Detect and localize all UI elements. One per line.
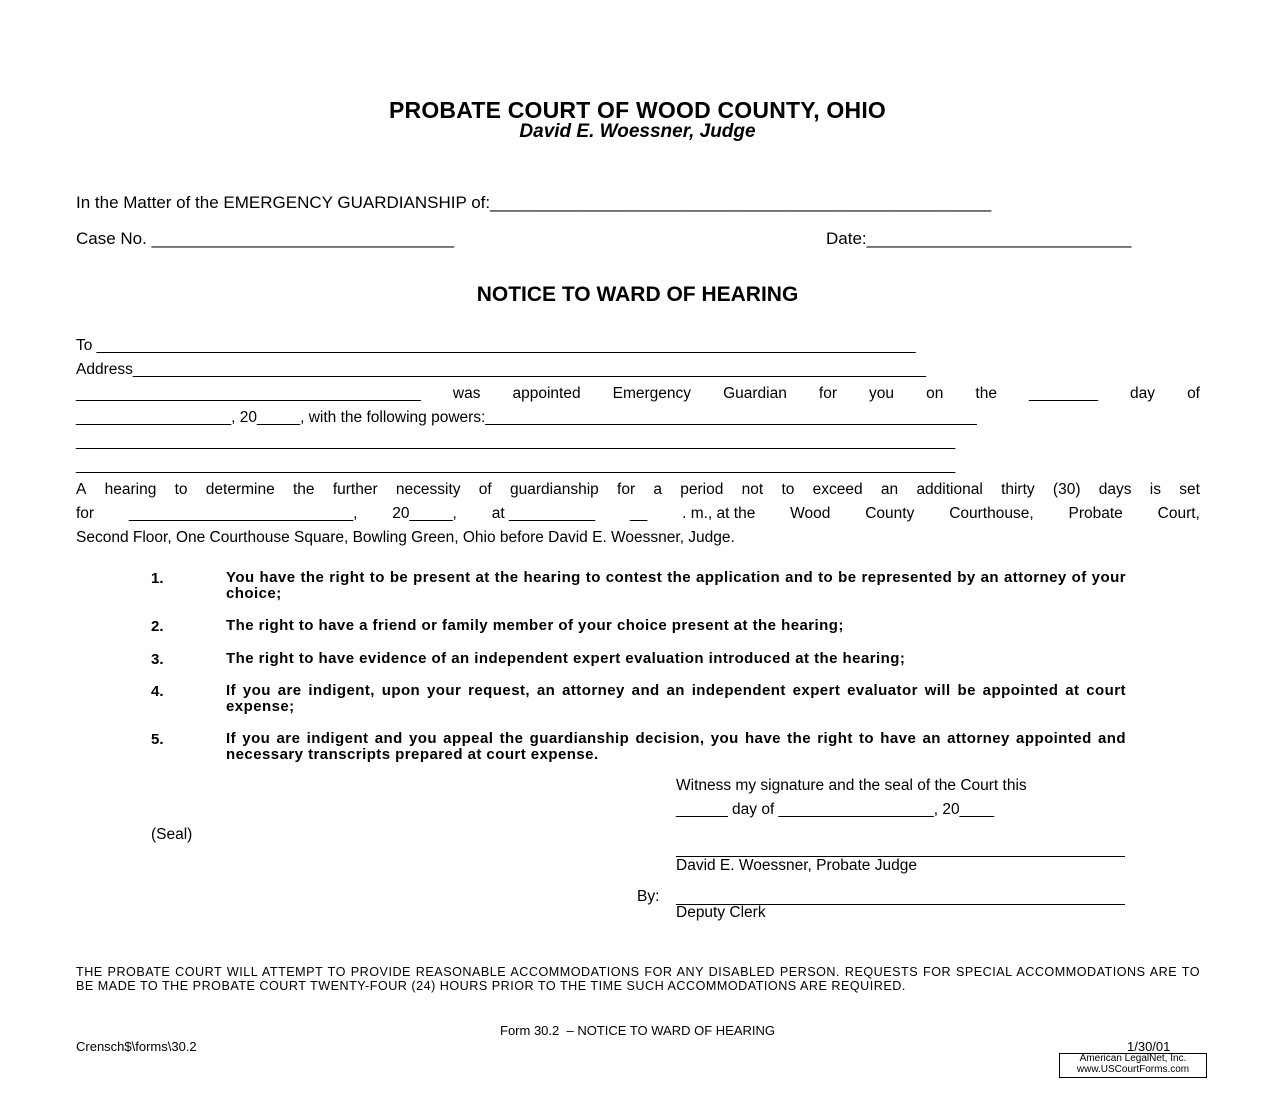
right-text: You have the right to be present at the hearing to contest the application and to be represented by an attorney of your choice; — [226, 569, 1126, 602]
judge-signature-label: David E. Woessner, Probate Judge — [676, 857, 917, 874]
accommodations-disclaimer: THE PROBATE COURT WILL ATTEMPT TO PROVIDE REASONABLE ACCOMMODATIONS FOR ANY DISABLED PERSON. REQUESTS FOR SPECIAL ACCOMMODATIONS ARE TO BE MADE TO THE PROBATE COURT TWENTY-FOUR (24) HOURS PRIOR TO THE TIME SUCH ACCOMMODATIONS ARE REQUIRED. — [76, 965, 1200, 993]
hearing-line-1 — [76, 481, 1200, 499]
publisher-stamp — [1059, 1053, 1207, 1078]
right-number: 2. — [151, 618, 164, 635]
hearing-date-blank: __________________________, — [128, 505, 358, 522]
form-revision-date: 1/30/01 — [1127, 1039, 1171, 1054]
hearing-word: days — [1098, 481, 1132, 498]
hearing-word: set — [1179, 481, 1200, 498]
appointed-word: of — [1187, 385, 1200, 402]
publisher-url: www.USCourtForms.com — [1076, 1063, 1190, 1075]
powers-blank-line: ______________________________________________________________________________________________________ — [76, 433, 956, 450]
hearing-word: to — [174, 481, 188, 498]
witness-line: Witness my signature and the seal of the Court this — [676, 777, 1027, 794]
hearing-word: Courthouse, — [949, 505, 1034, 522]
appointed-word: on — [926, 385, 944, 402]
appointed-word: you — [869, 385, 895, 402]
hearing-word: to — [781, 481, 795, 498]
notice-title: NOTICE TO WARD OF HEARING — [476, 283, 799, 306]
hearing-word: a — [653, 481, 663, 498]
form-file-path: Crensch$\forms\30.2 — [76, 1039, 197, 1054]
publisher-name: American LegalNet, Inc. — [1079, 1053, 1187, 1064]
date-line: Date:____________________________ — [826, 229, 1132, 248]
day-blank: ________ — [1029, 385, 1098, 402]
hearing-word: guardianship — [510, 481, 599, 498]
to-line: To _______________________________________________________________________________________________ — [76, 337, 916, 354]
form-footer-title: Form 30.2 – NOTICE TO WARD OF HEARING — [500, 1023, 775, 1038]
address-line: Address____________________________________________________________________________________________ — [76, 361, 926, 378]
hearing-word: an — [880, 481, 899, 498]
right-text: If you are indigent and you appeal the guardianship decision, you have the right to have an attorney appointed and necessary transcripts prepared at court expense. — [226, 730, 1126, 763]
hearing-line-3: Second Floor, One Courthouse Square, Bowling Green, Ohio before David E. Woessner, Judge. — [76, 529, 735, 546]
clerk-signature-label: Deputy Clerk — [676, 904, 766, 921]
right-number: 1. — [151, 570, 164, 587]
hearing-word: determine — [205, 481, 275, 498]
appointed-word: day — [1130, 385, 1156, 402]
witness-date-line: ______ day of __________________, 20____ — [676, 801, 995, 818]
hearing-word: necessity — [395, 481, 461, 498]
hearing-word: thirty — [1001, 481, 1035, 498]
appointed-word: for — [818, 385, 837, 402]
court-title: PROBATE COURT OF WOOD COUNTY, OHIO — [388, 97, 887, 123]
hearing-word: period — [680, 481, 724, 498]
hearing-word: exceed — [812, 481, 863, 498]
judge-subtitle: David E. Woessner, Judge — [519, 121, 756, 142]
hearing-word: of — [478, 481, 492, 498]
appointed-word: appointed — [512, 385, 581, 402]
hearing-word: Wood — [790, 505, 831, 522]
right-text: If you are indigent, upon your request, an attorney and an independent expert evaluator will be appointed at court expense; — [226, 682, 1126, 715]
right-text: The right to have evidence of an independent expert evaluation introduced at the hearing; — [226, 650, 906, 667]
hearing-word: Court, — [1157, 505, 1200, 522]
hearing-word: the — [293, 481, 315, 498]
hearing-word: for — [76, 505, 95, 522]
by-label: By: — [637, 888, 660, 905]
appointed-word: Emergency — [612, 385, 692, 402]
hearing-word: additional — [916, 481, 983, 498]
powers-line: __________________, 20_____, with the following powers:_________________________________________________________ — [76, 409, 977, 426]
appointed-word: was — [452, 385, 481, 402]
powers-blank-line: ______________________________________________________________________________________________________ — [76, 457, 956, 474]
hearing-word: further — [332, 481, 378, 498]
hearing-word: is — [1149, 481, 1161, 498]
hearing-word: not — [741, 481, 764, 498]
hearing-word: (30) — [1052, 481, 1081, 498]
hearing-line-2 — [76, 505, 1200, 523]
matter-line: In the Matter of the EMERGENCY GUARDIANSHIP of:_____________________________________________________ — [76, 193, 992, 212]
hearing-word: County — [865, 505, 915, 522]
seal-label: (Seal) — [151, 826, 193, 843]
hearing-year-blank: 20_____, — [392, 505, 457, 522]
hearing-word: A — [76, 481, 87, 498]
right-number: 4. — [151, 683, 164, 700]
hearing-ampm-blank: __ — [630, 505, 648, 522]
appointed-word: Guardian — [723, 385, 787, 402]
case-number-line: Case No. ________________________________ — [76, 229, 455, 248]
right-number: 5. — [151, 731, 164, 748]
right-text: The right to have a friend or family member of your choice present at the hearing; — [226, 617, 844, 634]
appointed-row — [76, 385, 1200, 403]
hearing-word: . m., at the — [682, 505, 756, 522]
hearing-word: Probate — [1068, 505, 1123, 522]
guardian-name-blank: ________________________________________ — [76, 385, 421, 402]
hearing-time-blank: at __________ — [491, 505, 596, 522]
appointed-word: the — [975, 385, 997, 402]
hearing-word: hearing — [104, 481, 157, 498]
hearing-word: for — [617, 481, 636, 498]
right-number: 3. — [151, 651, 164, 668]
